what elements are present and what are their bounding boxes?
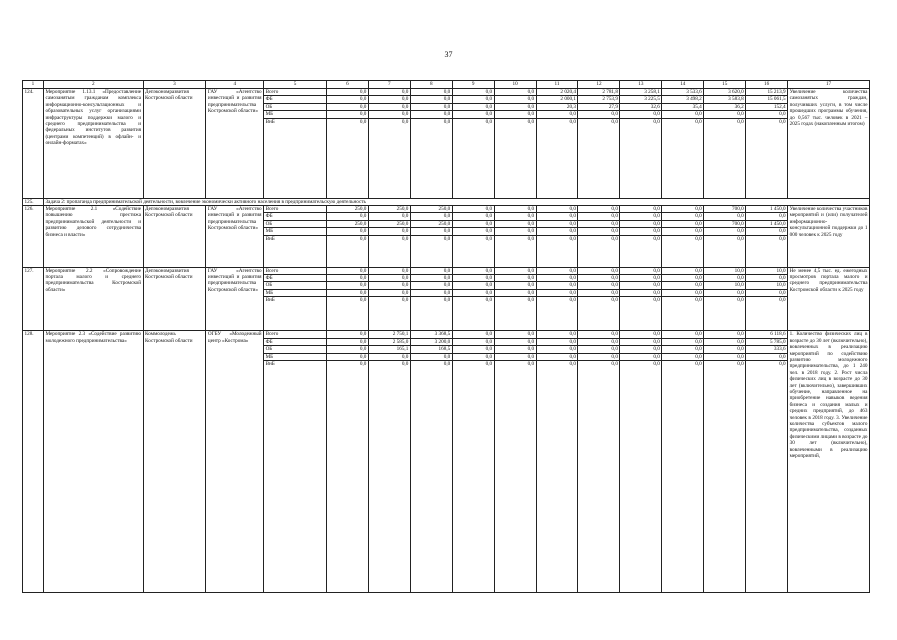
column-number-row <box>23 81 870 89</box>
executor: ГАУ «Агентство инвестиций и развития предпринимательства Костромской области» <box>206 267 264 331</box>
amount-cell: 0,0 <box>326 111 368 118</box>
amount-cell: 0,0 <box>536 297 578 331</box>
amount-cell: 0,0 <box>536 220 578 227</box>
amount-cell: 250,0 <box>368 220 410 227</box>
amount-cell: 10,0 <box>746 282 788 289</box>
amount-cell: 27,9 <box>578 103 620 110</box>
column-number-header: 8 <box>410 81 452 89</box>
funding-source: ОБ <box>264 220 327 227</box>
amount-cell: 0,0 <box>452 103 494 110</box>
column-number-header: 16 <box>746 81 788 89</box>
amount-cell: 0,0 <box>410 275 452 282</box>
amount-cell: 0,0 <box>452 353 494 360</box>
amount-cell: 0,0 <box>746 289 788 296</box>
amount-cell: 0,0 <box>368 289 410 296</box>
amount-cell: 0,0 <box>662 118 704 198</box>
amount-cell: 0,0 <box>368 275 410 282</box>
amount-cell: 0,0 <box>410 289 452 296</box>
funding-source: МБ <box>264 228 327 235</box>
amount-cell: 0,0 <box>368 360 410 592</box>
amount-cell: 0,0 <box>662 282 704 289</box>
amount-cell: 0,0 <box>704 297 746 331</box>
amount-cell: 0,0 <box>620 220 662 227</box>
amount-cell: 0,0 <box>536 228 578 235</box>
amount-cell: 0,0 <box>452 346 494 353</box>
amount-cell: 0,0 <box>452 331 494 338</box>
amount-cell: 0,0 <box>494 96 536 103</box>
expected-result: 1. Количество физических лиц в возрасте до 30 лет (включительно), вовлеченных в реализацию мероприятий по содействию развитию молодежного предпринимательства, до 1 240 чел. в 2018 году. 2. Рост числа физических лиц в возрасте до 30 лет (включительно), завершивших обучение, направленное на приобретение навыков ведения бизнеса и создания малых и средних предприятий, до 463 человек в 2018 году. 3. Увеличение количества субъектов малого предпринимательства, созданных физическими лицами в возрасте до 30 лет (включительно), вовлеченными в реализацию мероприятий, <box>788 331 870 593</box>
amount-cell: 0,0 <box>662 331 704 338</box>
amount-cell: 0,0 <box>536 289 578 296</box>
column-number-header: 6 <box>326 81 368 89</box>
amount-cell: 0,0 <box>452 360 494 592</box>
amount-cell: 0,0 <box>578 360 620 592</box>
responsible-body: Депэкономразвития Костромской области <box>143 206 206 268</box>
amount-cell: 0,0 <box>536 213 578 220</box>
amount-cell: 0,0 <box>326 338 368 345</box>
column-number-header: 13 <box>620 81 662 89</box>
amount-cell: 0,0 <box>536 235 578 267</box>
amount-cell: 0,0 <box>578 206 620 213</box>
event-name: Мероприятие 2.3 «Содействие развитию молодежного предпринимательства» <box>43 331 143 593</box>
amount-cell: 0,0 <box>620 289 662 296</box>
amount-cell: 0,0 <box>578 282 620 289</box>
responsible-body: Депэкономразвития Костромской области <box>143 89 206 199</box>
page-number: 37 <box>444 50 453 59</box>
amount-cell: 1 450,0 <box>746 206 788 213</box>
amount-cell: 168,5 <box>410 346 452 353</box>
amount-cell: 250,0 <box>326 206 368 213</box>
amount-cell: 3 533,6 <box>662 89 704 96</box>
amount-cell: 0,0 <box>452 89 494 96</box>
amount-cell: 0,0 <box>662 111 704 118</box>
funding-row <box>23 331 870 338</box>
amount-cell: 0,0 <box>578 331 620 338</box>
amount-cell: 0,0 <box>410 96 452 103</box>
amount-cell: 3 258,1 <box>620 89 662 96</box>
amount-cell: 0,0 <box>410 89 452 96</box>
amount-cell: 0,0 <box>368 267 410 274</box>
amount-cell: 0,0 <box>746 275 788 282</box>
amount-cell: 0,0 <box>494 289 536 296</box>
funding-source: МБ <box>264 111 327 118</box>
amount-cell: 0,0 <box>410 360 452 592</box>
amount-cell: 0,0 <box>326 275 368 282</box>
amount-cell: 0,0 <box>620 228 662 235</box>
amount-cell: 0,0 <box>326 267 368 274</box>
amount-cell: 0,0 <box>410 267 452 274</box>
executor: ОГБУ «Молодежный центр «Кострома» <box>206 331 264 593</box>
amount-cell: 0,0 <box>494 297 536 331</box>
amount-cell: 0,0 <box>368 228 410 235</box>
amount-cell: 0,0 <box>326 360 368 592</box>
amount-cell: 3 498,2 <box>662 96 704 103</box>
responsible-body: Депэкономразвития Костромской области <box>143 267 206 331</box>
amount-cell: 3 368,5 <box>410 331 452 338</box>
amount-cell: 0,0 <box>494 282 536 289</box>
amount-cell: 0,0 <box>662 297 704 331</box>
amount-cell: 0,0 <box>620 282 662 289</box>
expected-result: Увеличение количества участников мероприятий и (или) получателей информационно-консультационной поддержки до 1 000 человек к 2025 году <box>788 206 870 268</box>
amount-cell: 0,0 <box>494 353 536 360</box>
amount-cell: 0,0 <box>326 89 368 96</box>
column-number-header: 2 <box>43 81 143 89</box>
event-name: Мероприятие 1.13.1 «Предоставление самозанятым гражданам комплекса информационно-консультационных и образовательных услуг организациями инфраструктуры поддержки малого и среднего предпринимательства и федеральных институтов развития (центрами компетенций) в офлайн- и онлайн-форматах» <box>43 89 143 199</box>
amount-cell: 20,3 <box>536 103 578 110</box>
funding-source: МБ <box>264 353 327 360</box>
amount-cell: 0,0 <box>452 118 494 198</box>
amount-cell: 0,0 <box>662 353 704 360</box>
amount-cell: 0,0 <box>368 235 410 267</box>
amount-cell: 700,0 <box>704 220 746 227</box>
funding-row <box>23 206 870 213</box>
amount-cell: 0,0 <box>578 213 620 220</box>
amount-cell: 0,0 <box>494 89 536 96</box>
amount-cell: 3 620,0 <box>704 89 746 96</box>
amount-cell: 0,0 <box>326 118 368 198</box>
amount-cell: 0,0 <box>746 228 788 235</box>
amount-cell: 0,0 <box>326 282 368 289</box>
amount-cell: 0,0 <box>452 111 494 118</box>
funding-source: Всего <box>264 331 327 338</box>
amount-cell: 0,0 <box>536 206 578 213</box>
amount-cell: 165,1 <box>368 346 410 353</box>
amount-cell: 0,0 <box>578 338 620 345</box>
amount-cell: 0,0 <box>536 360 578 592</box>
amount-cell: 250,0 <box>368 206 410 213</box>
amount-cell: 0,0 <box>704 346 746 353</box>
row-number: 125. <box>23 198 44 205</box>
amount-cell: 0,0 <box>326 353 368 360</box>
responsible-body: Коммолодежь Костромской области <box>143 331 206 593</box>
amount-cell: 6 118,6 <box>746 331 788 338</box>
amount-cell: 0,0 <box>662 220 704 227</box>
amount-cell: 0,0 <box>368 353 410 360</box>
amount-cell: 0,0 <box>494 267 536 274</box>
amount-cell: 0,0 <box>662 235 704 267</box>
amount-cell: 152,4 <box>746 103 788 110</box>
funding-source: ОБ <box>264 282 327 289</box>
amount-cell: 0,0 <box>494 111 536 118</box>
amount-cell: 0,0 <box>326 235 368 267</box>
column-number-header: 12 <box>578 81 620 89</box>
amount-cell: 2 753,9 <box>578 96 620 103</box>
amount-cell: 3 225,5 <box>620 96 662 103</box>
amount-cell: 0,0 <box>368 103 410 110</box>
funding-source: Всего <box>264 267 327 274</box>
funding-source: МБ <box>264 289 327 296</box>
amount-cell: 0,0 <box>578 118 620 198</box>
amount-cell: 0,0 <box>326 289 368 296</box>
amount-cell: 0,0 <box>410 118 452 198</box>
amount-cell: 0,0 <box>620 213 662 220</box>
column-number-header: 3 <box>143 81 206 89</box>
amount-cell: 0,0 <box>704 338 746 345</box>
amount-cell: 0,0 <box>452 235 494 267</box>
amount-cell: 0,0 <box>536 118 578 198</box>
amount-cell: 0,0 <box>452 267 494 274</box>
amount-cell: 0,0 <box>620 267 662 274</box>
amount-cell: 0,0 <box>620 118 662 198</box>
amount-cell: 0,0 <box>536 282 578 289</box>
amount-cell: 10,0 <box>704 267 746 274</box>
amount-cell: 0,0 <box>578 111 620 118</box>
funding-row <box>23 89 870 96</box>
amount-cell: 0,0 <box>662 346 704 353</box>
amount-cell: 0,0 <box>746 360 788 592</box>
amount-cell: 0,0 <box>452 275 494 282</box>
amount-cell: 0,0 <box>368 96 410 103</box>
column-number-header: 17 <box>788 81 870 89</box>
funding-source: ВнБ <box>264 118 327 198</box>
amount-cell: 0,0 <box>662 267 704 274</box>
amount-cell: 0,0 <box>410 103 452 110</box>
amount-cell: 15 061,5 <box>746 96 788 103</box>
amount-cell: 2 000,1 <box>536 96 578 103</box>
amount-cell: 0,0 <box>494 275 536 282</box>
amount-cell: 0,0 <box>326 331 368 338</box>
amount-cell: 0,0 <box>410 228 452 235</box>
amount-cell: 0,0 <box>662 338 704 345</box>
amount-cell: 0,0 <box>494 220 536 227</box>
amount-cell: 0,0 <box>494 360 536 592</box>
amount-cell: 0,0 <box>620 353 662 360</box>
funding-source: ОБ <box>264 346 327 353</box>
amount-cell: 0,0 <box>704 235 746 267</box>
column-number-header: 15 <box>704 81 746 89</box>
amount-cell: 0,0 <box>368 282 410 289</box>
amount-cell: 0,0 <box>452 289 494 296</box>
amount-cell: 0,0 <box>578 297 620 331</box>
amount-cell: 0,0 <box>746 235 788 267</box>
task-text: Задача 2: пропаганда предпринимательской деятельности, вовлечение экономически активного населения в предпринимательскую деятельность <box>43 198 869 205</box>
amount-cell: 0,0 <box>620 275 662 282</box>
amount-cell: 0,0 <box>452 213 494 220</box>
amount-cell: 0,0 <box>578 346 620 353</box>
amount-cell: 0,0 <box>326 96 368 103</box>
funding-source: Всего <box>264 89 327 96</box>
amount-cell: 0,0 <box>578 289 620 296</box>
amount-cell: 0,0 <box>746 213 788 220</box>
amount-cell: 0,0 <box>410 235 452 267</box>
amount-cell: 0,0 <box>704 228 746 235</box>
amount-cell: 0,0 <box>452 297 494 331</box>
amount-cell: 0,0 <box>410 297 452 331</box>
amount-cell: 0,0 <box>746 353 788 360</box>
amount-cell: 0,0 <box>368 89 410 96</box>
amount-cell: 0,0 <box>578 220 620 227</box>
amount-cell: 700,0 <box>704 206 746 213</box>
amount-cell: 0,0 <box>452 96 494 103</box>
executor: ГАУ «Агентство инвестиций и развития предпринимательства Костромской области» <box>206 89 264 199</box>
executor: ГАУ «Агентство инвестиций и развития предпринимательства Костромской области» <box>206 206 264 268</box>
row-number: 126. <box>23 206 44 268</box>
amount-cell: 0,0 <box>452 206 494 213</box>
amount-cell: 0,0 <box>494 118 536 198</box>
amount-cell: 0,0 <box>662 213 704 220</box>
amount-cell: 0,0 <box>662 275 704 282</box>
amount-cell: 0,0 <box>494 103 536 110</box>
funding-source: ФБ <box>264 96 327 103</box>
amount-cell: 0,0 <box>536 267 578 274</box>
column-number-header: 7 <box>368 81 410 89</box>
amount-cell: 0,0 <box>494 206 536 213</box>
amount-cell: 250,0 <box>326 220 368 227</box>
row-number: 128. <box>23 331 44 593</box>
column-number-header: 11 <box>536 81 578 89</box>
amount-cell: 0,0 <box>410 282 452 289</box>
amount-cell: 333,6 <box>746 346 788 353</box>
funding-source: ФБ <box>264 213 327 220</box>
event-name: Мероприятие 2.1 «Содействие повышению престижа предпринимательской деятельности и развитию делового сотрудничества бизнеса и власти» <box>43 206 143 268</box>
amount-cell: 0,0 <box>578 267 620 274</box>
funding-source: ВнБ <box>264 235 327 267</box>
amount-cell: 2 020,4 <box>536 89 578 96</box>
amount-cell: 0,0 <box>620 331 662 338</box>
amount-cell: 0,0 <box>578 235 620 267</box>
amount-cell: 0,0 <box>494 235 536 267</box>
row-number: 127. <box>23 267 44 331</box>
amount-cell: 0,0 <box>620 346 662 353</box>
amount-cell: 0,0 <box>620 360 662 592</box>
amount-cell: 35,4 <box>662 103 704 110</box>
amount-cell: 36,2 <box>704 103 746 110</box>
column-number-header: 1 <box>23 81 44 89</box>
amount-cell: 3 583,8 <box>704 96 746 103</box>
amount-cell: 0,0 <box>704 360 746 592</box>
amount-cell: 0,0 <box>704 213 746 220</box>
amount-cell: 0,0 <box>704 275 746 282</box>
task-row <box>23 198 870 205</box>
amount-cell: 0,0 <box>662 289 704 296</box>
amount-cell: 0,0 <box>536 111 578 118</box>
amount-cell: 0,0 <box>704 118 746 198</box>
amount-cell: 1 450,0 <box>746 220 788 227</box>
amount-cell: 250,0 <box>410 206 452 213</box>
column-number-header: 14 <box>662 81 704 89</box>
amount-cell: 0,0 <box>326 346 368 353</box>
amount-cell: 0,0 <box>620 338 662 345</box>
expected-result: Увеличение количества самозанятых граждан, получивших услуги, в том числе прошедших программы обучения, до 0,567 тыс. человек в 2021 – 2025 годах (накопленным итогом) <box>788 89 870 199</box>
amount-cell: 0,0 <box>536 338 578 345</box>
amount-cell: 0,0 <box>620 297 662 331</box>
amount-cell: 0,0 <box>494 338 536 345</box>
amount-cell: 0,0 <box>494 346 536 353</box>
funding-source: ВнБ <box>264 360 327 592</box>
amount-cell: 0,0 <box>368 213 410 220</box>
amount-cell: 0,0 <box>494 331 536 338</box>
amount-cell: 0,0 <box>410 213 452 220</box>
event-name: Мероприятие 2.2 «Сопровождение портала малого и среднего предпринимательства Костромской области» <box>43 267 143 331</box>
amount-cell: 0,0 <box>704 289 746 296</box>
amount-cell: 3 200,0 <box>410 338 452 345</box>
amount-cell: 0,0 <box>578 228 620 235</box>
amount-cell: 0,0 <box>326 297 368 331</box>
amount-cell: 0,0 <box>620 111 662 118</box>
funding-source: ФБ <box>264 338 327 345</box>
amount-cell: 0,0 <box>536 275 578 282</box>
funding-source: ФБ <box>264 275 327 282</box>
amount-cell: 0,0 <box>746 297 788 331</box>
amount-cell: 0,0 <box>452 220 494 227</box>
amount-cell: 0,0 <box>368 111 410 118</box>
amount-cell: 32,6 <box>620 103 662 110</box>
amount-cell: 0,0 <box>746 111 788 118</box>
amount-cell: 0,0 <box>620 206 662 213</box>
amount-cell: 0,0 <box>326 103 368 110</box>
amount-cell: 10,0 <box>704 282 746 289</box>
amount-cell: 0,0 <box>368 118 410 198</box>
amount-cell: 0,0 <box>536 353 578 360</box>
amount-cell: 10,0 <box>746 267 788 274</box>
amount-cell: 0,0 <box>326 228 368 235</box>
amount-cell: 15 213,9 <box>746 89 788 96</box>
funding-source: Всего <box>264 206 327 213</box>
amount-cell: 0,0 <box>452 282 494 289</box>
amount-cell: 0,0 <box>662 228 704 235</box>
amount-cell: 0,0 <box>578 353 620 360</box>
amount-cell: 250,0 <box>410 220 452 227</box>
budget-table <box>22 80 870 593</box>
amount-cell: 0,0 <box>620 235 662 267</box>
funding-source: ВнБ <box>264 297 327 331</box>
amount-cell: 2 585,0 <box>368 338 410 345</box>
amount-cell: 0,0 <box>452 228 494 235</box>
amount-cell: 0,0 <box>704 331 746 338</box>
amount-cell: 0,0 <box>578 275 620 282</box>
amount-cell: 0,0 <box>368 297 410 331</box>
column-number-header: 4 <box>206 81 264 89</box>
column-number-header: 10 <box>494 81 536 89</box>
amount-cell: 0,0 <box>704 111 746 118</box>
amount-cell: 0,0 <box>494 228 536 235</box>
funding-row <box>23 267 870 274</box>
amount-cell: 0,0 <box>536 331 578 338</box>
expected-result: Не менее 4,5 тыс. ед. ежегодных просмотров портала малого и среднего предпринимательства Костромской области к 2025 году <box>788 267 870 331</box>
amount-cell: 0,0 <box>662 360 704 592</box>
amount-cell: 0,0 <box>494 213 536 220</box>
amount-cell: 0,0 <box>704 353 746 360</box>
column-number-header: 5 <box>264 81 327 89</box>
amount-cell: 5 785,0 <box>746 338 788 345</box>
amount-cell: 0,0 <box>662 206 704 213</box>
amount-cell: 0,0 <box>746 118 788 198</box>
amount-cell: 0,0 <box>410 353 452 360</box>
amount-cell: 0,0 <box>410 111 452 118</box>
row-number: 124. <box>23 89 44 199</box>
amount-cell: 2 750,1 <box>368 331 410 338</box>
column-number-header: 9 <box>452 81 494 89</box>
amount-cell: 0,0 <box>452 338 494 345</box>
funding-source: ОБ <box>264 103 327 110</box>
amount-cell: 0,0 <box>536 346 578 353</box>
amount-cell: 2 781,8 <box>578 89 620 96</box>
amount-cell: 0,0 <box>326 213 368 220</box>
